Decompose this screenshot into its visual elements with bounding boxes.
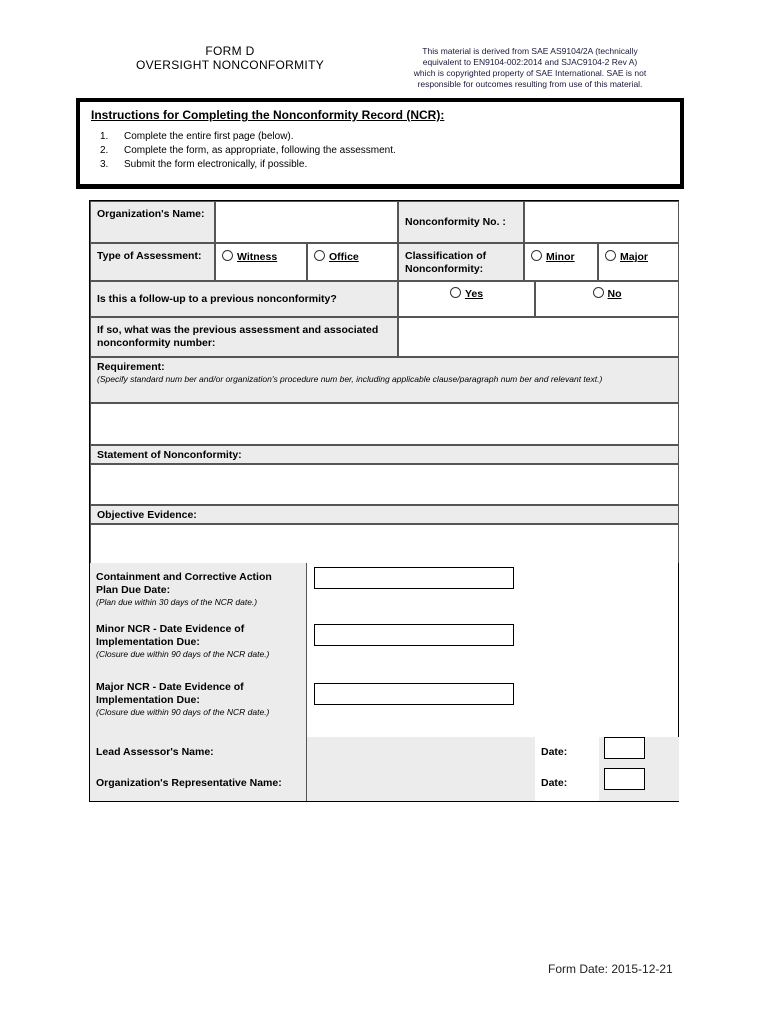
org-rep-name-field[interactable] [307, 769, 535, 801]
evidence-label: Objective Evidence: [90, 505, 679, 524]
lead-assessor-name-field[interactable] [307, 737, 535, 769]
major-ncr-note: (Closure due within 90 days of the NCR date.) [96, 707, 270, 717]
minor-ncr-label: Minor NCR - Date Evidence of Implementation Due: [96, 623, 245, 648]
requirement-label: Requirement: [97, 361, 165, 373]
due-dates-labels [90, 563, 307, 737]
type-assessment-label: Type of Assessment: [90, 243, 215, 281]
containment-label: Containment and Corrective Action Plan Due Date: [96, 571, 272, 596]
date-labels-area [535, 737, 599, 801]
nc-number-label: Nonconformity No. : [398, 201, 524, 243]
radio-icon[interactable] [593, 287, 604, 298]
radio-icon[interactable] [605, 250, 616, 261]
rep-date-label: Date: [541, 777, 568, 789]
instructions-list [100, 130, 396, 172]
signatures-name-area [307, 737, 535, 801]
followup-yes-option[interactable]: Yes [398, 281, 535, 317]
radio-icon[interactable] [222, 250, 233, 261]
copyright-line: responsible for outcomes resulting from use of this material. [417, 79, 643, 89]
form-title [130, 44, 330, 72]
org-rep-label: Organization's Representative Name: [96, 777, 282, 789]
major-option[interactable]: Major [598, 243, 679, 281]
radio-icon[interactable] [531, 250, 542, 261]
copyright-line: which is copyrighted property of SAE International. SAE is not [413, 68, 647, 78]
list-item: 1. Complete the entire first page (below). [100, 131, 294, 142]
statement-field[interactable] [90, 464, 679, 505]
requirement-field[interactable] [90, 403, 679, 445]
rep-date-input[interactable] [604, 768, 645, 790]
lead-date-input[interactable] [604, 737, 645, 759]
form-id: FORM D [205, 44, 255, 58]
requirement-header [90, 357, 679, 403]
containment-block [96, 571, 296, 608]
major-ncr-label: Major NCR - Date Evidence of Implementation Due: [96, 681, 244, 706]
minor-ncr-block [96, 623, 286, 660]
signatures-labels [90, 737, 307, 801]
containment-date-input[interactable] [314, 567, 514, 589]
containment-note: (Plan due within 30 days of the NCR date.) [96, 597, 258, 607]
minor-ncr-date-input[interactable] [314, 624, 514, 646]
copyright-notice [380, 46, 680, 90]
nc-number-field[interactable] [524, 201, 679, 243]
list-item: 2. Complete the form, as appropriate, following the assessment. [100, 145, 396, 156]
list-item: 3. Submit the form electronically, if possible. [100, 159, 308, 170]
copyright-line: This material is derived from SAE AS9104/2A (technically [422, 46, 638, 56]
copyright-line: equivalent to EN9104-002:2014 and SJAC9104-2 Rev A) [422, 57, 638, 67]
major-ncr-block [96, 681, 286, 718]
minor-ncr-note: (Closure due within 90 days of the NCR date.) [96, 649, 270, 659]
lead-date-label: Date: [541, 746, 568, 758]
instructions-heading: Instructions for Completing the Nonconformity Record (NCR): [91, 108, 445, 122]
major-ncr-date-input[interactable] [314, 683, 514, 705]
minor-option[interactable]: Minor [524, 243, 598, 281]
radio-icon[interactable] [314, 250, 325, 261]
followup-no-option[interactable]: No [535, 281, 679, 317]
followup-label: Is this a follow-up to a previous nonconformity? [90, 281, 398, 317]
previous-assessment-field[interactable] [398, 317, 679, 357]
office-option[interactable]: Office [307, 243, 398, 281]
previous-assessment-label: If so, what was the previous assessment and associated nonconformity number: [90, 317, 398, 357]
lead-assessor-label: Lead Assessor's Name: [96, 746, 214, 758]
witness-option[interactable]: Witness [215, 243, 307, 281]
requirement-note: (Specify standard num ber and/or organization's procedure num ber, including applicable clause/paragraph num ber and relevant text.) [97, 374, 603, 384]
org-name-label: Organization's Name: [90, 201, 215, 243]
ncr-form-table [89, 200, 679, 802]
radio-icon[interactable] [450, 287, 461, 298]
classification-label: Classification of Nonconformity: [398, 243, 524, 281]
evidence-field[interactable] [90, 524, 679, 563]
org-name-field[interactable] [215, 201, 398, 243]
form-name: OVERSIGHT NONCONFORMITY [135, 58, 325, 72]
statement-label: Statement of Nonconformity: [90, 445, 679, 464]
form-date: Form Date: 2015-12-21 [548, 962, 673, 976]
